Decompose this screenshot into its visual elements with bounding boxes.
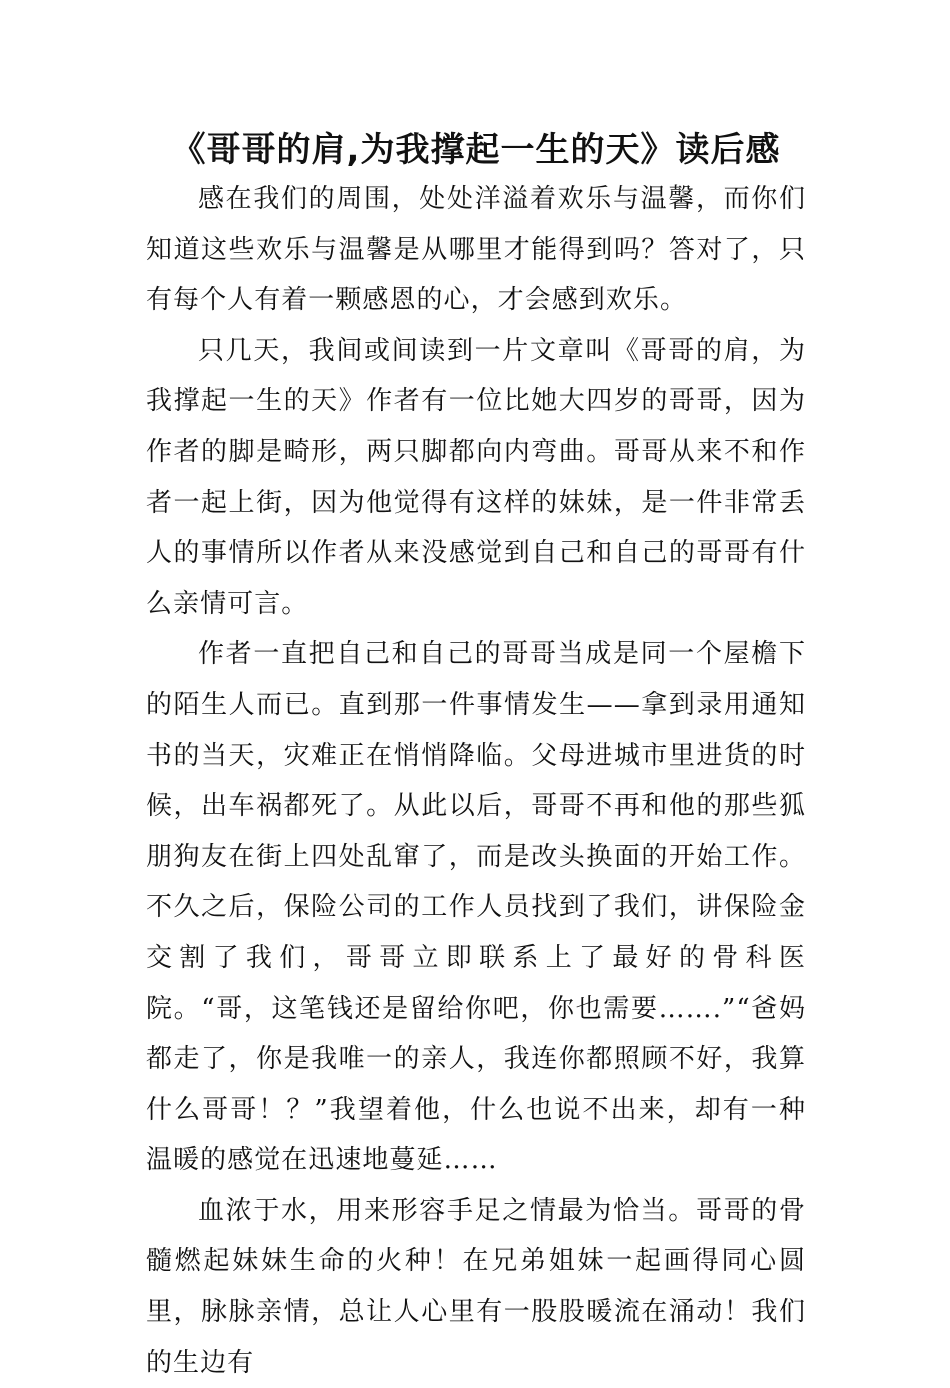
paragraph-3: 作者一直把自己和自己的哥哥当成是同一个屋檐下的陌生人而已。直到那一件事情发生——拿到录用通知书的当天，灾难正在悄悄降临。父母进城市里进货的时候，出车祸都死了。从此以后，哥哥不再和他的那些狐朋狗友在街上四处乱窜了，而是改头换面的开始工作。不久之后，保险公司的工作人员找到了我们，讲保险金交割了我们，哥哥立即联系上了最好的骨科医院。“哥，这笔钱还是留给你吧，你也需要…….”“爸妈都走了，你是我唯一的亲人，我连你都照顾不好，我算什么哥哥！？”我望着他，什么也说不出来，却有一种温暖的感觉在迅速地蔓延…… (146, 639, 806, 1176)
paragraph-1: 感在我们的周围，处处洋溢着欢乐与温馨，而你们知道这些欢乐与温馨是从哪里才能得到吗？答对了，只有每个人有着一颗感恩的心，才会感到欢乐。 (146, 184, 806, 316)
paragraph-4: 血浓于水，用来形容手足之情最为恰当。哥哥的骨髓燃起妹妹生命的火种！在兄弟姐妹一起画得同心圆里，脉脉亲情，总让人心里有一股股暖流在涌动！我们的生边有 (146, 1195, 806, 1378)
paragraph-2: 只几天，我间或间读到一片文章叫《哥哥的肩，为我撑起一生的天》作者有一位比她大四岁的哥哥，因为作者的脚是畸形，两只脚都向内弯曲。哥哥从来不和作者一起上街，因为他觉得有这样的妹妹，是一件非常丢人的事情所以作者从来没感觉到自己和自己的哥哥有什么亲情可言。 (146, 335, 806, 619)
document-title: 《哥哥的肩,为我撑起一生的天》读后感 (171, 130, 781, 170)
document-page (146, 128, 806, 1388)
